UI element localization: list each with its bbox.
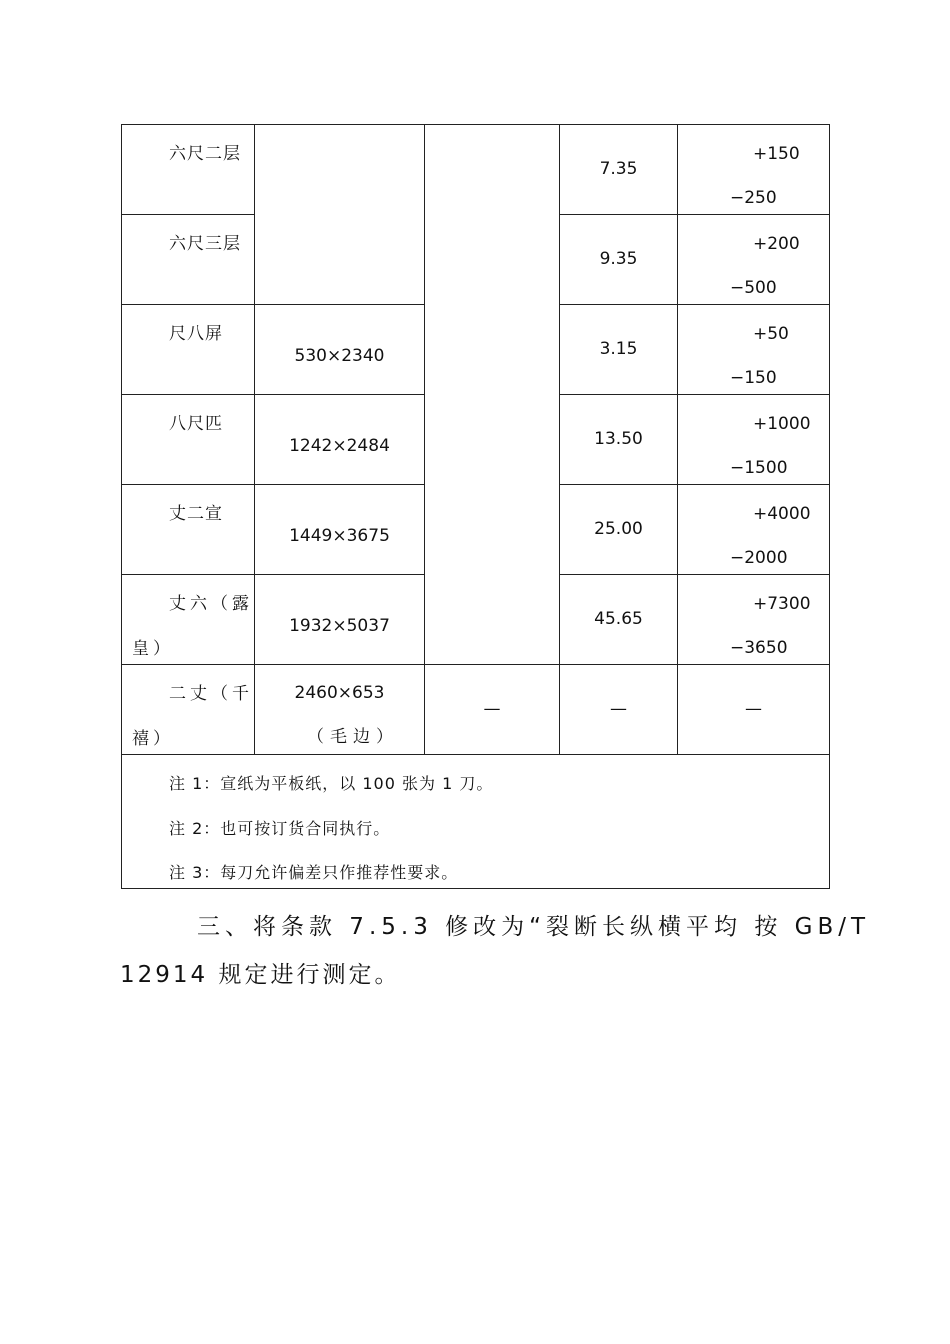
product-name: 丈二宣: [169, 504, 223, 524]
tolerance-cell: [678, 485, 830, 575]
note-3: 注 3：每刀允许偏差只作推荐性要求。: [169, 863, 459, 882]
name-cell: [122, 485, 255, 575]
dash-value: —: [745, 699, 762, 719]
notes-row: [122, 755, 830, 889]
tolerance-plus: +7300: [753, 594, 811, 614]
notes-cell: [122, 755, 830, 889]
tolerance-cell: [678, 395, 830, 485]
size-value: 1242×2484: [289, 436, 390, 456]
dash-value: —: [610, 699, 627, 719]
tolerance-cell: [678, 215, 830, 305]
product-name: 六尺三层: [169, 234, 241, 254]
product-name-line2: 禧）: [132, 729, 174, 749]
size-value: 2460×653: [294, 683, 385, 703]
name-cell: [122, 575, 255, 665]
name-cell: [122, 215, 255, 305]
note-1: 注 1：宣纸为平板纸，以 100 张为 1 刀。: [169, 774, 494, 793]
paper-spec-table: [121, 124, 830, 889]
weight-cell: [560, 485, 678, 575]
amendment-paragraph-line1: 三、将条款 7.5.3 修改为“裂断长纵横平均 按 GB/T: [197, 914, 871, 940]
weight-value: 3.15: [599, 339, 638, 359]
tolerance-minus: −250: [730, 188, 777, 208]
product-name: 尺八屏: [169, 324, 223, 344]
product-name-line2: 皇）: [132, 639, 174, 659]
weight-value: 45.65: [594, 609, 643, 629]
name-cell: [122, 305, 255, 395]
tolerance-minus: −150: [730, 368, 777, 388]
size-cell: [255, 575, 425, 665]
tolerance-plus: +50: [753, 324, 789, 344]
size-cell-empty: [255, 125, 425, 305]
size-value: 530×2340: [294, 346, 385, 366]
tolerance-cell: [678, 305, 830, 395]
size-cell: [255, 665, 425, 755]
dash-cell: [425, 665, 560, 755]
table-row: [122, 125, 830, 215]
tolerance-plus: +1000: [753, 414, 811, 434]
weight-cell: [560, 215, 678, 305]
tolerance-plus: +150: [753, 144, 800, 164]
tolerance-minus: −2000: [730, 548, 788, 568]
size-note: （毛边）: [307, 727, 399, 747]
weight-value: 25.00: [594, 519, 643, 539]
name-cell: [122, 125, 255, 215]
product-name: 八尺匹: [169, 414, 223, 434]
note-2: 注 2：也可按订货合同执行。: [169, 819, 391, 838]
tolerance-cell: [678, 575, 830, 665]
name-cell: [122, 665, 255, 755]
table-row: [122, 665, 830, 755]
merged-cell: [425, 125, 560, 665]
size-value: 1449×3675: [289, 526, 390, 546]
size-cell: [255, 485, 425, 575]
weight-value: 9.35: [599, 249, 638, 269]
product-name-line1: 二丈（千: [169, 684, 253, 704]
product-name: 六尺二层: [169, 144, 241, 164]
dash-cell: [560, 665, 678, 755]
weight-cell: [560, 575, 678, 665]
size-cell: [255, 305, 425, 395]
tolerance-cell: [678, 125, 830, 215]
weight-cell: [560, 305, 678, 395]
tolerance-minus: −500: [730, 278, 777, 298]
dash-value: —: [483, 699, 501, 719]
name-cell: [122, 395, 255, 485]
weight-cell: [560, 395, 678, 485]
tolerance-plus: +4000: [753, 504, 811, 524]
tolerance-plus: +200: [753, 234, 800, 254]
weight-value: 13.50: [594, 429, 643, 449]
weight-value: 7.35: [599, 159, 638, 179]
dash-cell: [678, 665, 830, 755]
size-value: 1932×5037: [289, 616, 390, 636]
tolerance-minus: −3650: [730, 638, 788, 658]
tolerance-minus: −1500: [730, 458, 788, 478]
product-name-line1: 丈六（露: [169, 594, 253, 614]
amendment-paragraph-line2: 12914 规定进行测定。: [120, 962, 401, 988]
size-cell: [255, 395, 425, 485]
weight-cell: [560, 125, 678, 215]
